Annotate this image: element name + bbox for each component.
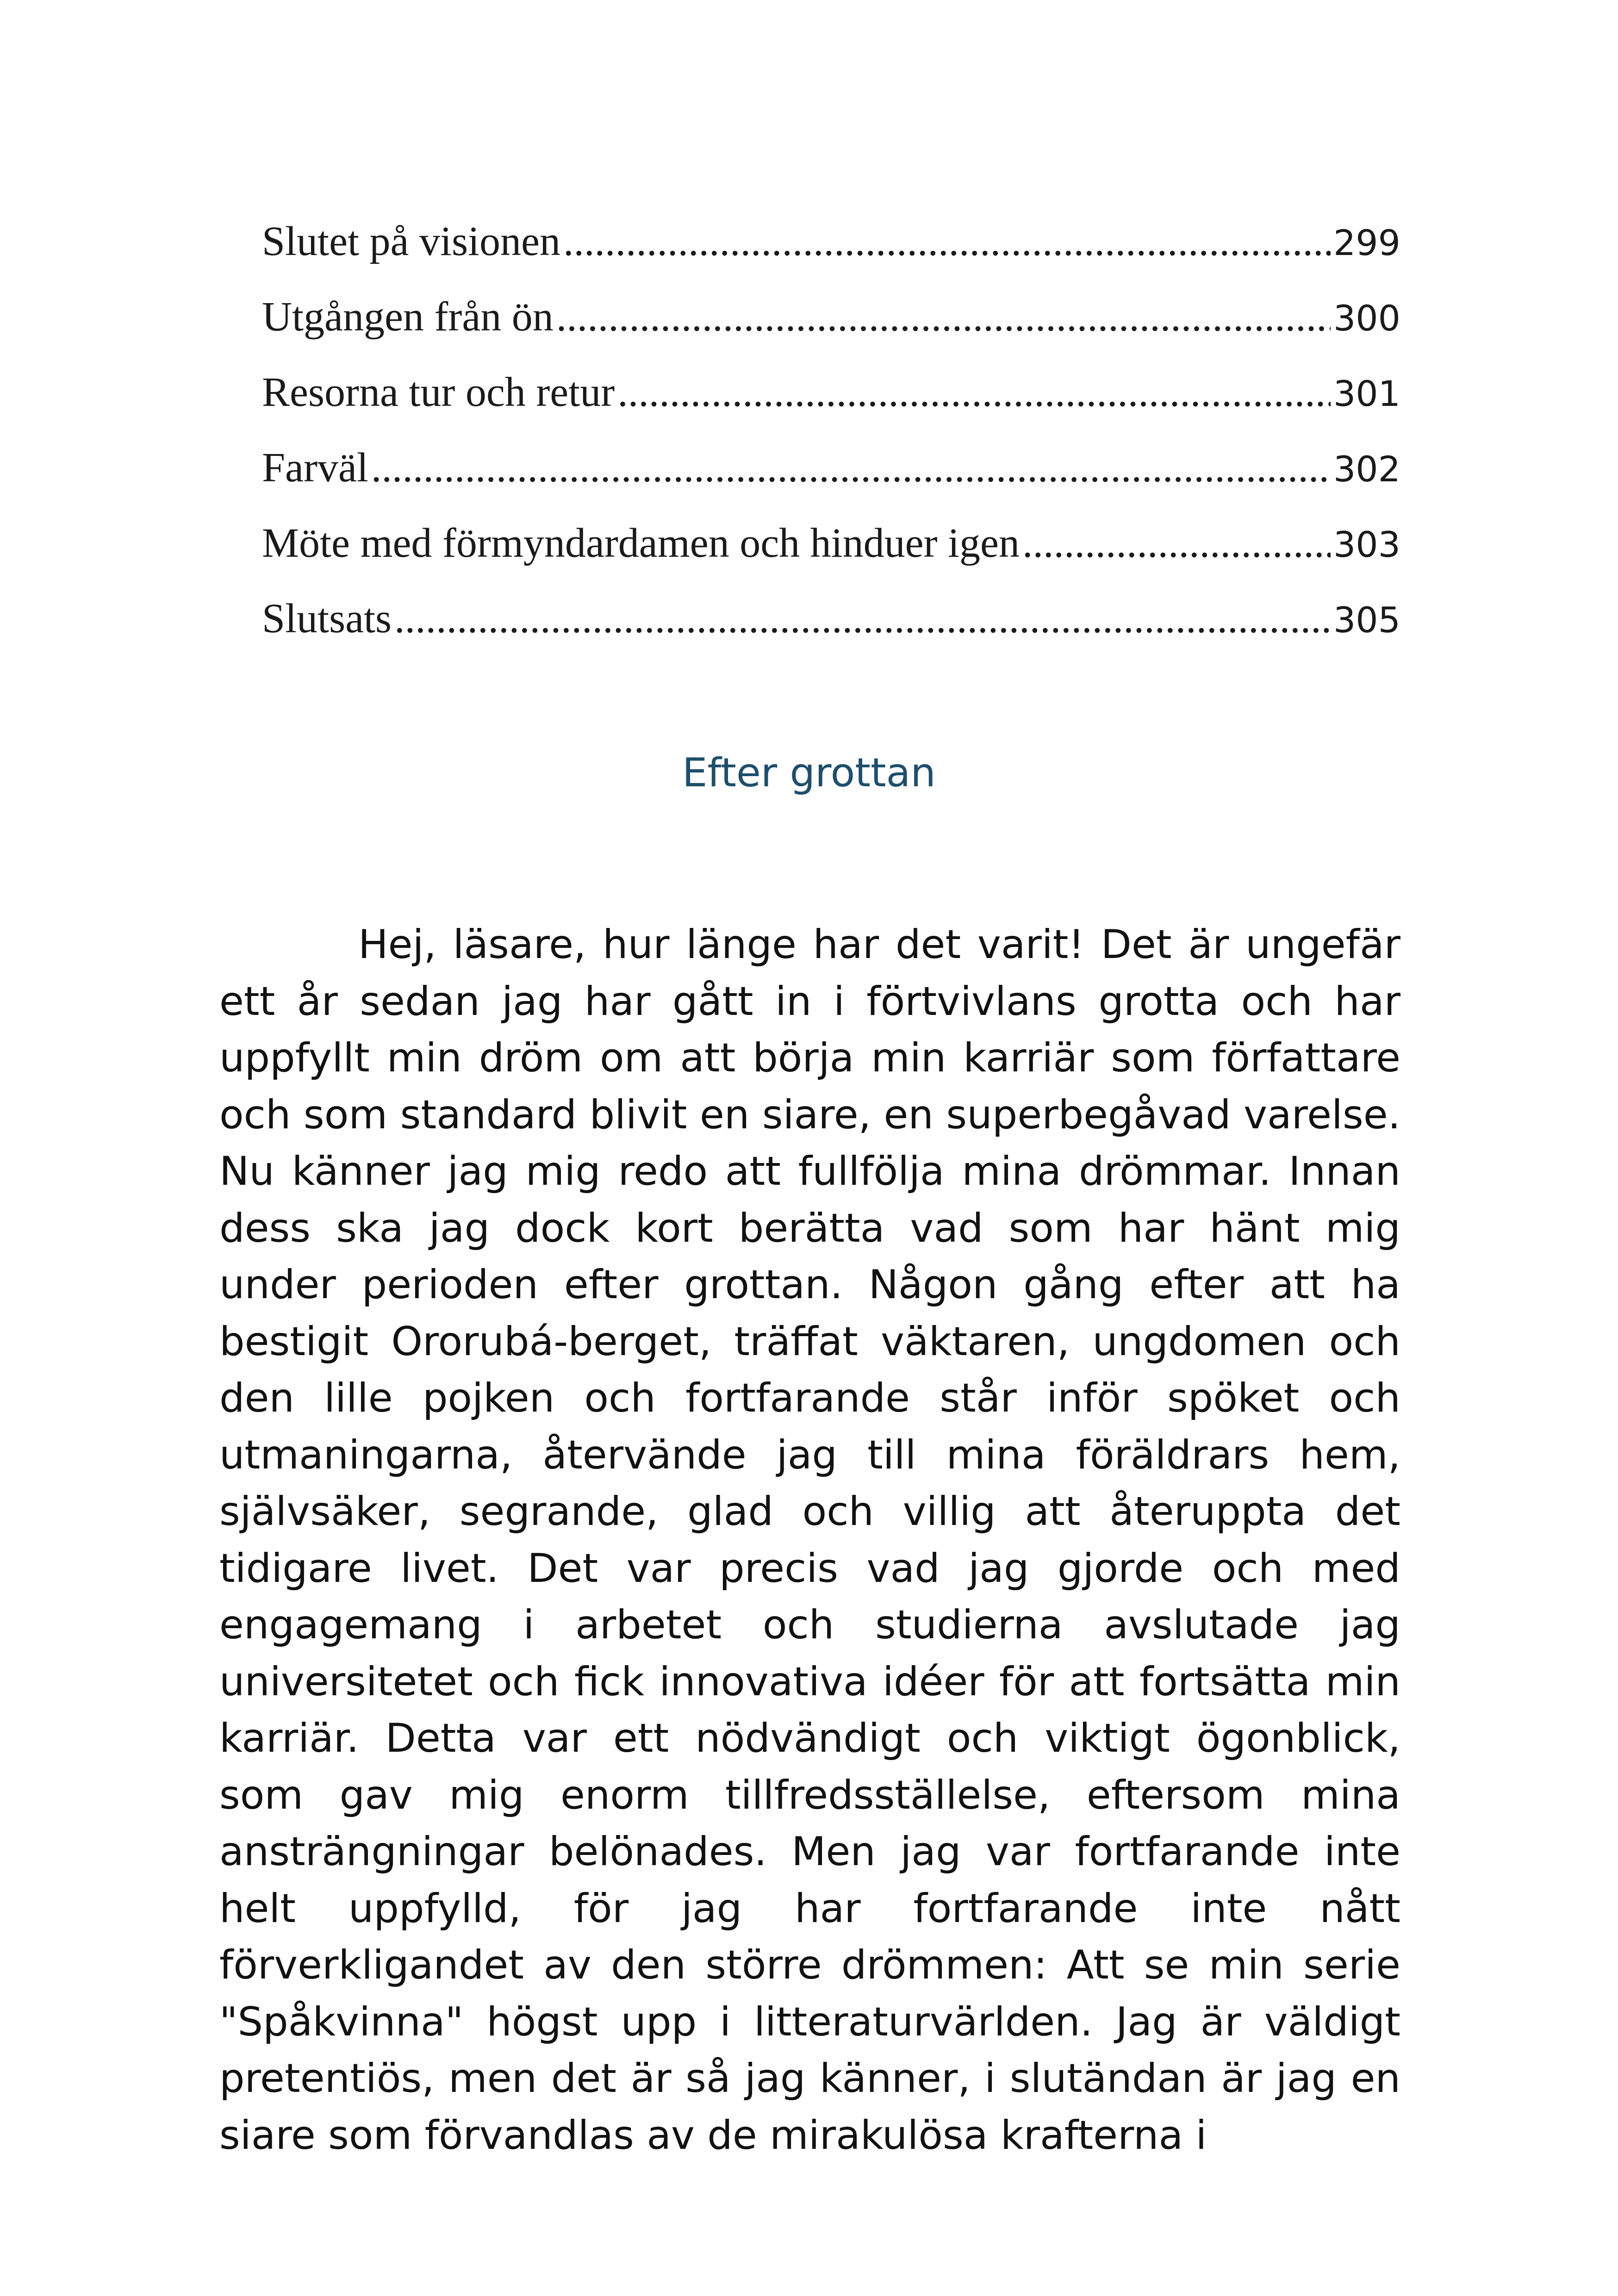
toc-entry-page: 302 (1333, 448, 1400, 490)
toc-entry[interactable] (262, 519, 1400, 595)
toc-entry-page: 299 (1333, 222, 1400, 263)
toc-entry[interactable] (262, 368, 1400, 444)
toc-dot-leader (563, 218, 1331, 265)
toc-entry-title: Slutet på visionen (262, 218, 560, 264)
toc-entry-page: 300 (1333, 298, 1400, 339)
toc-dot-leader (617, 368, 1331, 416)
toc-dot-leader (1022, 519, 1331, 567)
toc-entry[interactable] (262, 444, 1400, 519)
toc-entry[interactable] (262, 293, 1400, 368)
toc-entry-title: Möte med förmyndardamen och hinduer igen (262, 520, 1020, 566)
toc-dot-leader (556, 293, 1331, 341)
toc-entry[interactable] (262, 595, 1400, 670)
toc-dot-leader (394, 595, 1331, 642)
toc-entry-title: Farväl (262, 445, 368, 491)
toc-entry-page: 301 (1333, 373, 1400, 414)
toc-entry-title: Slutsats (262, 596, 392, 641)
toc-entry-title: Resorna tur och retur (262, 369, 615, 415)
toc-entry-title: Utgången från ön (262, 294, 554, 340)
toc-dot-leader (371, 444, 1331, 492)
table-of-contents (262, 218, 1400, 670)
body-paragraph: Hej, läsare, hur länge har det varit! Det är ungefär ett år sedan jag har gått in i förtvivlans grotta och har uppfyllt min dröm om att börja min karriär som författare och som standard blivit en siare, en superbegåvad varelse. Nu känner jag mig redo att fullfölja mina drömmar. Innan dess ska jag dock kort berätta vad som har hänt mig under perioden efter grottan. Någon gång efter att ha bestigit Ororubá-berget, träffat väktaren, ungdomen och den lille pojken och fortfarande står inför spöket och utmaningarna, återvände jag till mina föräldrars hem, självsäker, segrande, glad och villig att återuppta det tidigare livet. Det var precis vad jag gjorde och med engagemang i arbetet och studierna avslutade jag universitetet och fick innovativa idéer för att fortsätta min karriär. Detta var ett nödvändigt och viktigt ögonblick, som gav mig enorm tillfredsställelse, eftersom mina ansträngningar belönades. Men jag var fortfarande inte helt uppfylld, för jag har fortfarande inte nått förverkligandet av den större drömmen: Att se min serie "Spåkvinna" högst upp i litteraturvärlden. Jag är väldigt pretentiös, men det är så jag känner, i slutändan är jag en siare som förvandlas av de mirakulösa krafterna i (219, 921, 1400, 2159)
toc-entry-page: 305 (1333, 599, 1400, 641)
toc-entry-page: 303 (1333, 524, 1400, 565)
toc-entry[interactable] (262, 218, 1400, 293)
chapter-heading: Efter grottan (682, 750, 936, 796)
